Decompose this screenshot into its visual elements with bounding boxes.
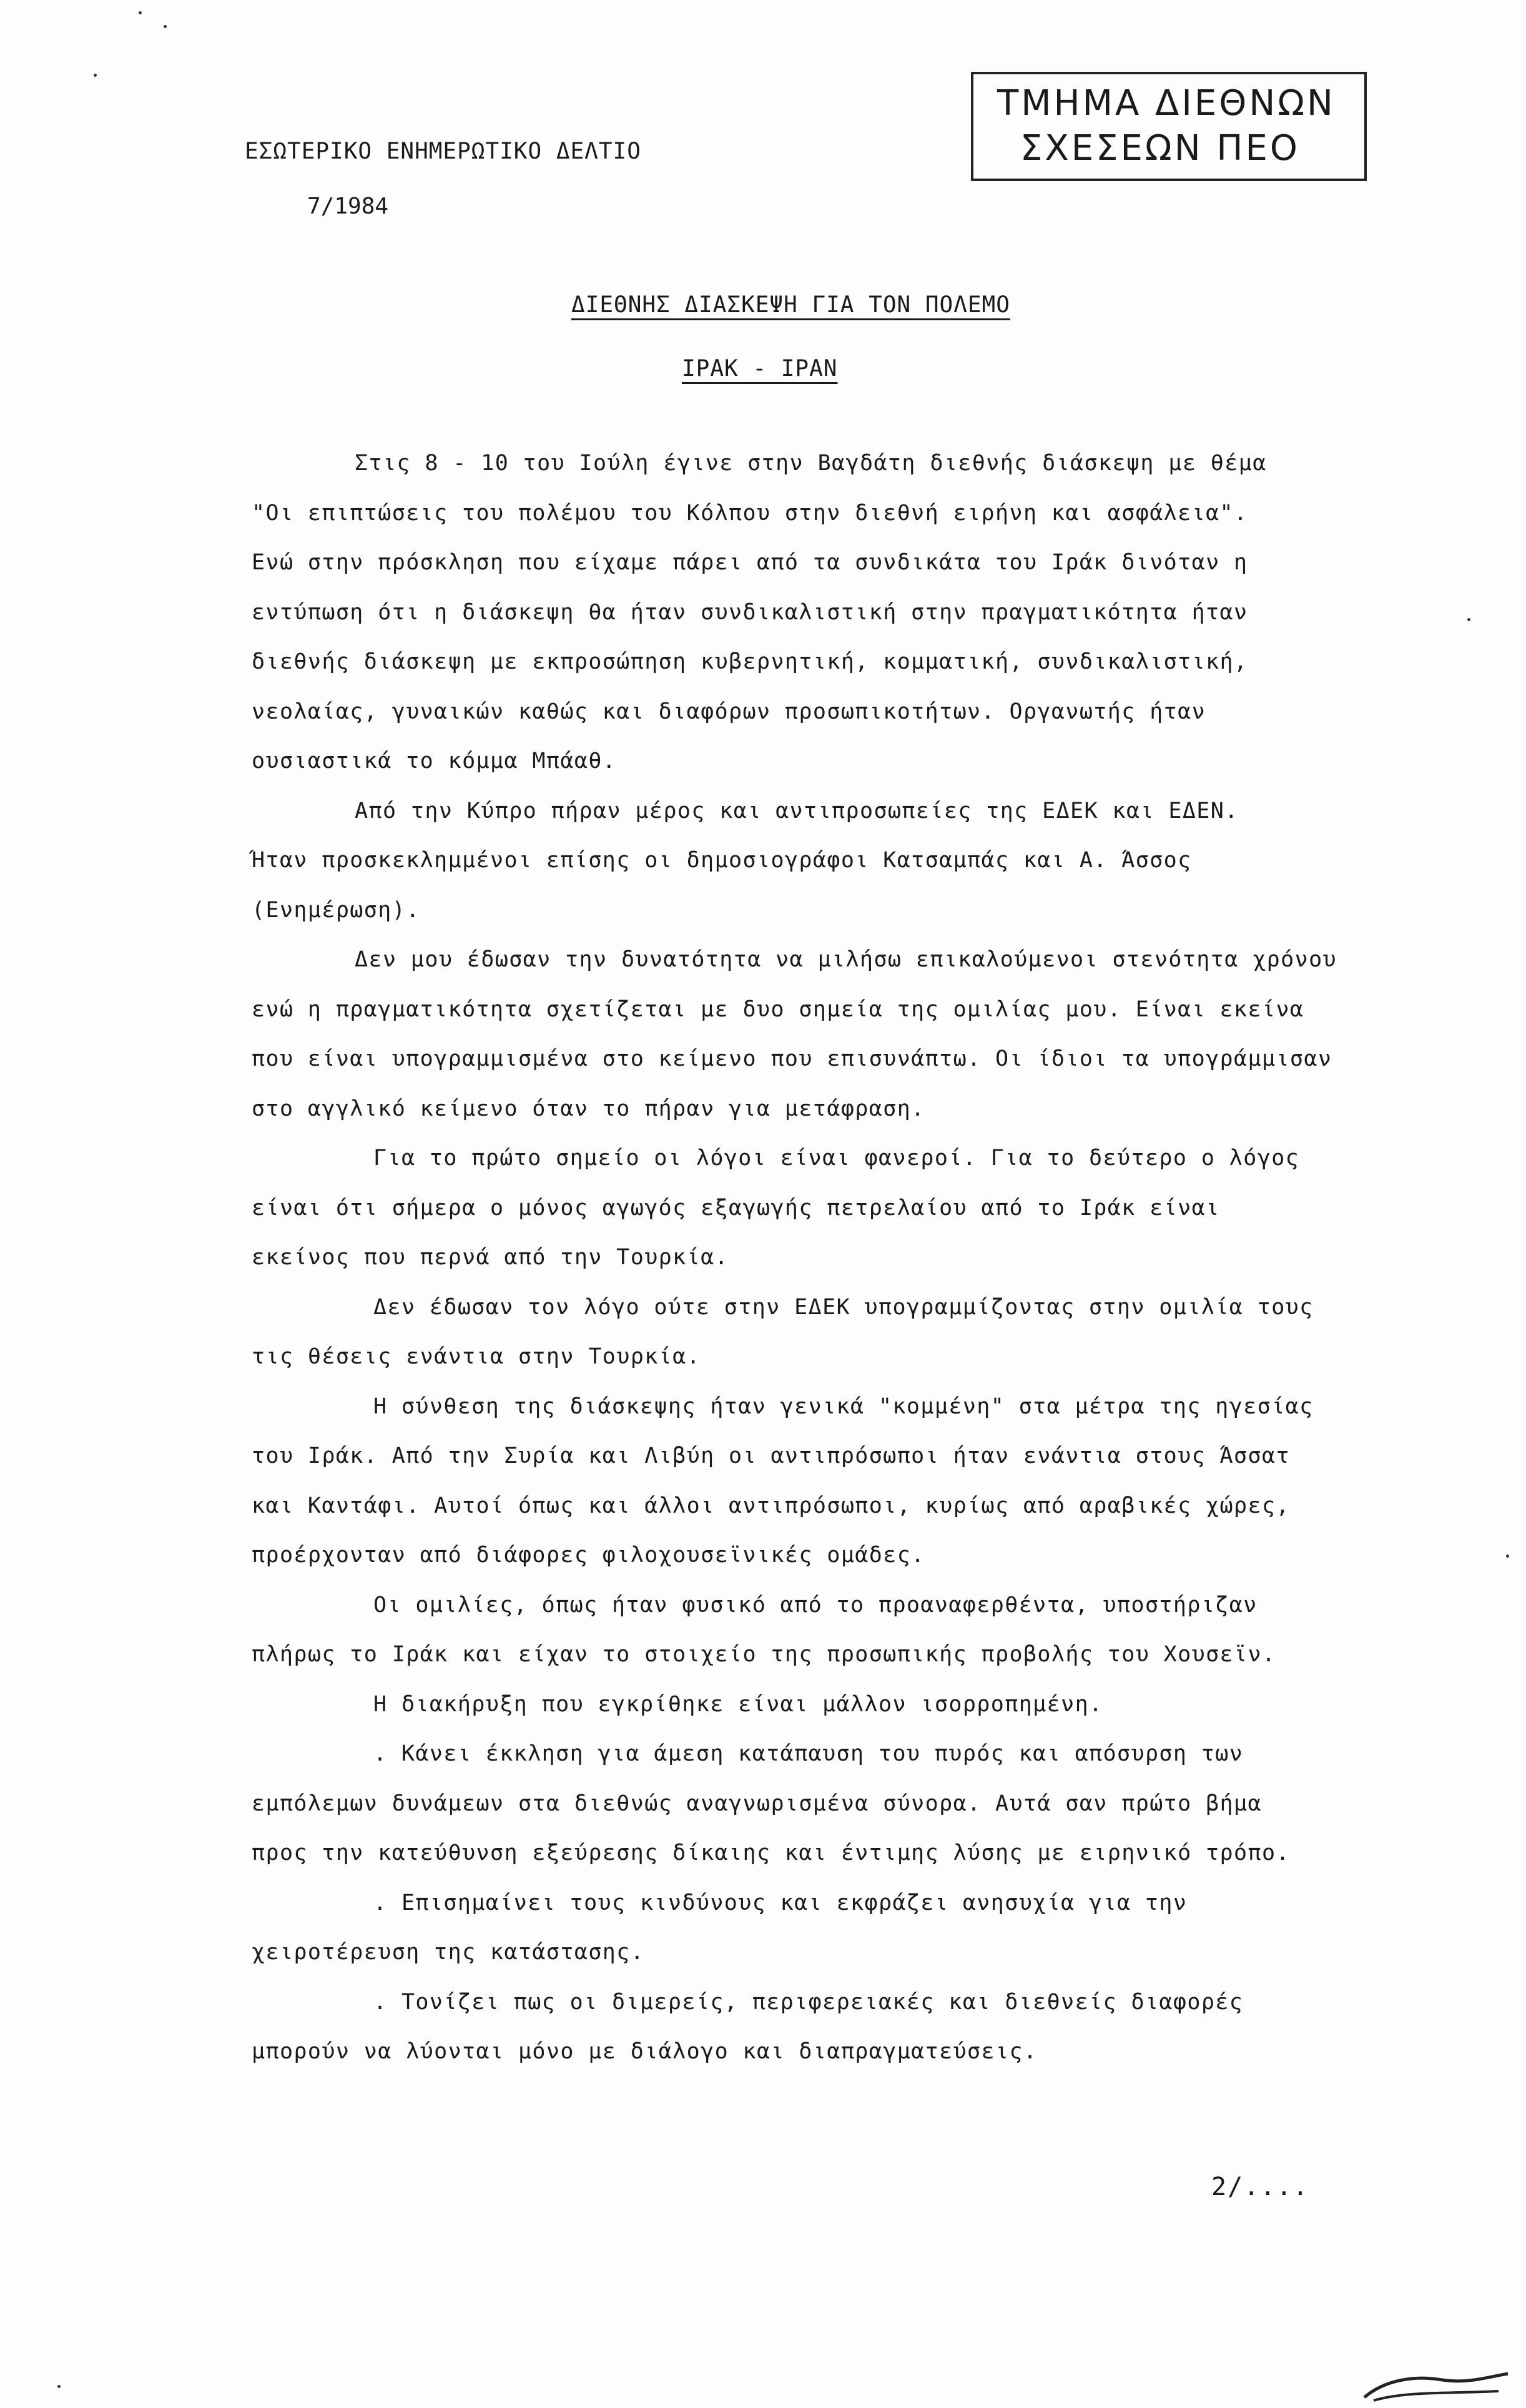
body-line: και Καντάφι. Αυτοί όπως και άλλοι αντιπρόσωποι, κυρίως από αραβικές χώρες,	[252, 1493, 1290, 1518]
body-line: εμπόλεμων δυνάμεων στα διεθνώς αναγνωρισμένα σύνορα. Αυτά σαν πρώτο βήμα	[252, 1791, 1262, 1816]
body-line: Η διακήρυξη που εγκρίθηκε είναι μάλλον ισορροπημένη.	[373, 1692, 1103, 1717]
stamp-line-2: ΣΧΕΣΕΩΝ ΠΕΟ	[1020, 128, 1300, 169]
page-continuation-marker: 2/....	[1211, 2173, 1309, 2201]
scan-speck	[94, 74, 97, 77]
body-line: . Τονίζει πως οι διμερείς, περιφερειακές και διεθνείς διαφορές	[373, 1990, 1244, 2015]
body-line: "Οι επιπτώσεις του πολέμου του Κόλπου στην διεθνή ειρήνη και ασφάλεια".	[252, 501, 1248, 526]
body-line: ουσιαστικά το κόμμα Μπάαθ.	[252, 749, 617, 774]
body-line: (Ενημέρωση).	[252, 898, 420, 923]
body-line: του Ιράκ. Από την Συρία και Λιβύη οι αντιπρόσωποι ήταν ενάντια στους Άσσατ	[252, 1443, 1290, 1468]
body-line: στο αγγλικό κείμενο όταν το πήραν για μετάφραση.	[252, 1096, 925, 1121]
body-line: Η σύνθεση της διάσκεψης ήταν γενικά "κομμένη" στα μέτρα της ηγεσίας	[373, 1394, 1314, 1419]
body-line: Οι ομιλίες, όπως ήταν φυσικό από το προαναφερθέντα, υποστήριζαν	[373, 1593, 1258, 1618]
corner-scribble	[1361, 2366, 1511, 2404]
body-line: τις θέσεις ενάντια στην Τουρκία.	[252, 1344, 701, 1369]
scan-speck	[1506, 1555, 1509, 1558]
scan-speck	[57, 2385, 61, 2388]
body-line: . Επισημαίνει τους κινδύνους και εκφράζει ανησυχία για την	[373, 1890, 1188, 1915]
body-line: Ήταν προσκεκλημμένοι επίσης οι δημοσιογράφοι Κατσαμπάς και Α. Άσσος	[252, 848, 1192, 873]
scan-speck	[164, 25, 167, 28]
body-line: Από την Κύπρο πήραν μέρος και αντιπροσωπείες της ΕΔΕΚ και ΕΔΕΝ.	[355, 799, 1239, 823]
body-line: Για το πρώτο σημείο οι λόγοι είναι φανεροί. Για το δεύτερο ο λόγος	[373, 1146, 1300, 1171]
body-line: εντύπωση ότι η διάσκεψη θα ήταν συνδικαλιστική στην πραγματικότητα ήταν	[252, 600, 1248, 625]
body-line: πλήρως το Ιράκ και είχαν το στοιχείο της προσωπικής προβολής του Χουσεϊν.	[252, 1642, 1276, 1667]
bulletin-number: 7/1984	[307, 194, 389, 219]
body-line: Στις 8 - 10 του Ιούλη έγινε στην Βαγδάτη διεθνής διάσκεψη με θέμα	[355, 451, 1267, 476]
document-title-line-1: ΔΙΕΘΝΗΣ ΔΙΑΣΚΕΨΗ ΓΙΑ ΤΟΝ ΠΟΛΕΜΟ	[571, 292, 1010, 318]
body-line: διεθνής διάσκεψη με εκπροσώπηση κυβερνητική, κομματική, συνδικαλιστική,	[252, 649, 1248, 674]
body-line: προέρχονταν από διάφορες φιλοχουσεϊνικές ομάδες.	[252, 1543, 925, 1568]
body-line: χειροτέρευση της κατάστασης.	[252, 1940, 645, 1965]
body-line: είναι ότι σήμερα ο μόνος αγωγός εξαγωγής πετρελαίου από το Ιράκ είναι	[252, 1196, 1220, 1221]
body-line: που είναι υπογραμμισμένα στο κείμενο που επισυνάπτω. Οι ίδιοι τα υπογράμμισαν	[252, 1046, 1332, 1071]
bulletin-title: ΕΣΩΤΕΡΙΚΟ ΕΝΗΜΕΡΩΤΙΚΟ ΔΕΛΤΙΟ	[245, 139, 641, 164]
stamp-line-1: ΤΜΗΜΑ ΔΙΕΘΝΩΝ	[997, 83, 1336, 124]
scan-speck	[1467, 618, 1470, 621]
body-line: νεολαίας, γυναικών καθώς και διαφόρων προσωπικοτήτων. Οργανωτής ήταν	[252, 699, 1206, 724]
body-line: προς την κατεύθυνση εξεύρεσης δίκαιης και έντιμης λύσης με ειρηνικό τρόπο.	[252, 1840, 1290, 1865]
body-line: Ενώ στην πρόσκληση που είχαμε πάρει από τα συνδικάτα του Ιράκ δινόταν η	[252, 550, 1248, 575]
department-stamp	[971, 72, 1367, 181]
body-line: Δεν μου έδωσαν την δυνατότητα να μιλήσω επικαλούμενοι στενότητα χρόνου	[355, 947, 1337, 972]
document-title-line-2: ΙΡΑΚ - ΙΡΑΝ	[682, 356, 838, 381]
body-line: Δεν έδωσαν τον λόγο ούτε στην ΕΔΕΚ υπογραμμίζοντας στην ομιλία τους	[373, 1295, 1314, 1320]
body-line: ενώ η πραγματικότητα σχετίζεται με δυο σημεία της ομιλίας μου. Είναι εκείνα	[252, 997, 1304, 1022]
scan-speck	[139, 11, 142, 14]
body-line: μπορούν να λύονται μόνο με διάλογο και διαπραγματεύσεις.	[252, 2039, 1038, 2064]
body-line: . Κάνει έκκληση για άμεση κατάπαυση του πυρός και απόσυρση των	[373, 1741, 1244, 1766]
body-line: εκείνος που περνά από την Τουρκία.	[252, 1245, 729, 1270]
